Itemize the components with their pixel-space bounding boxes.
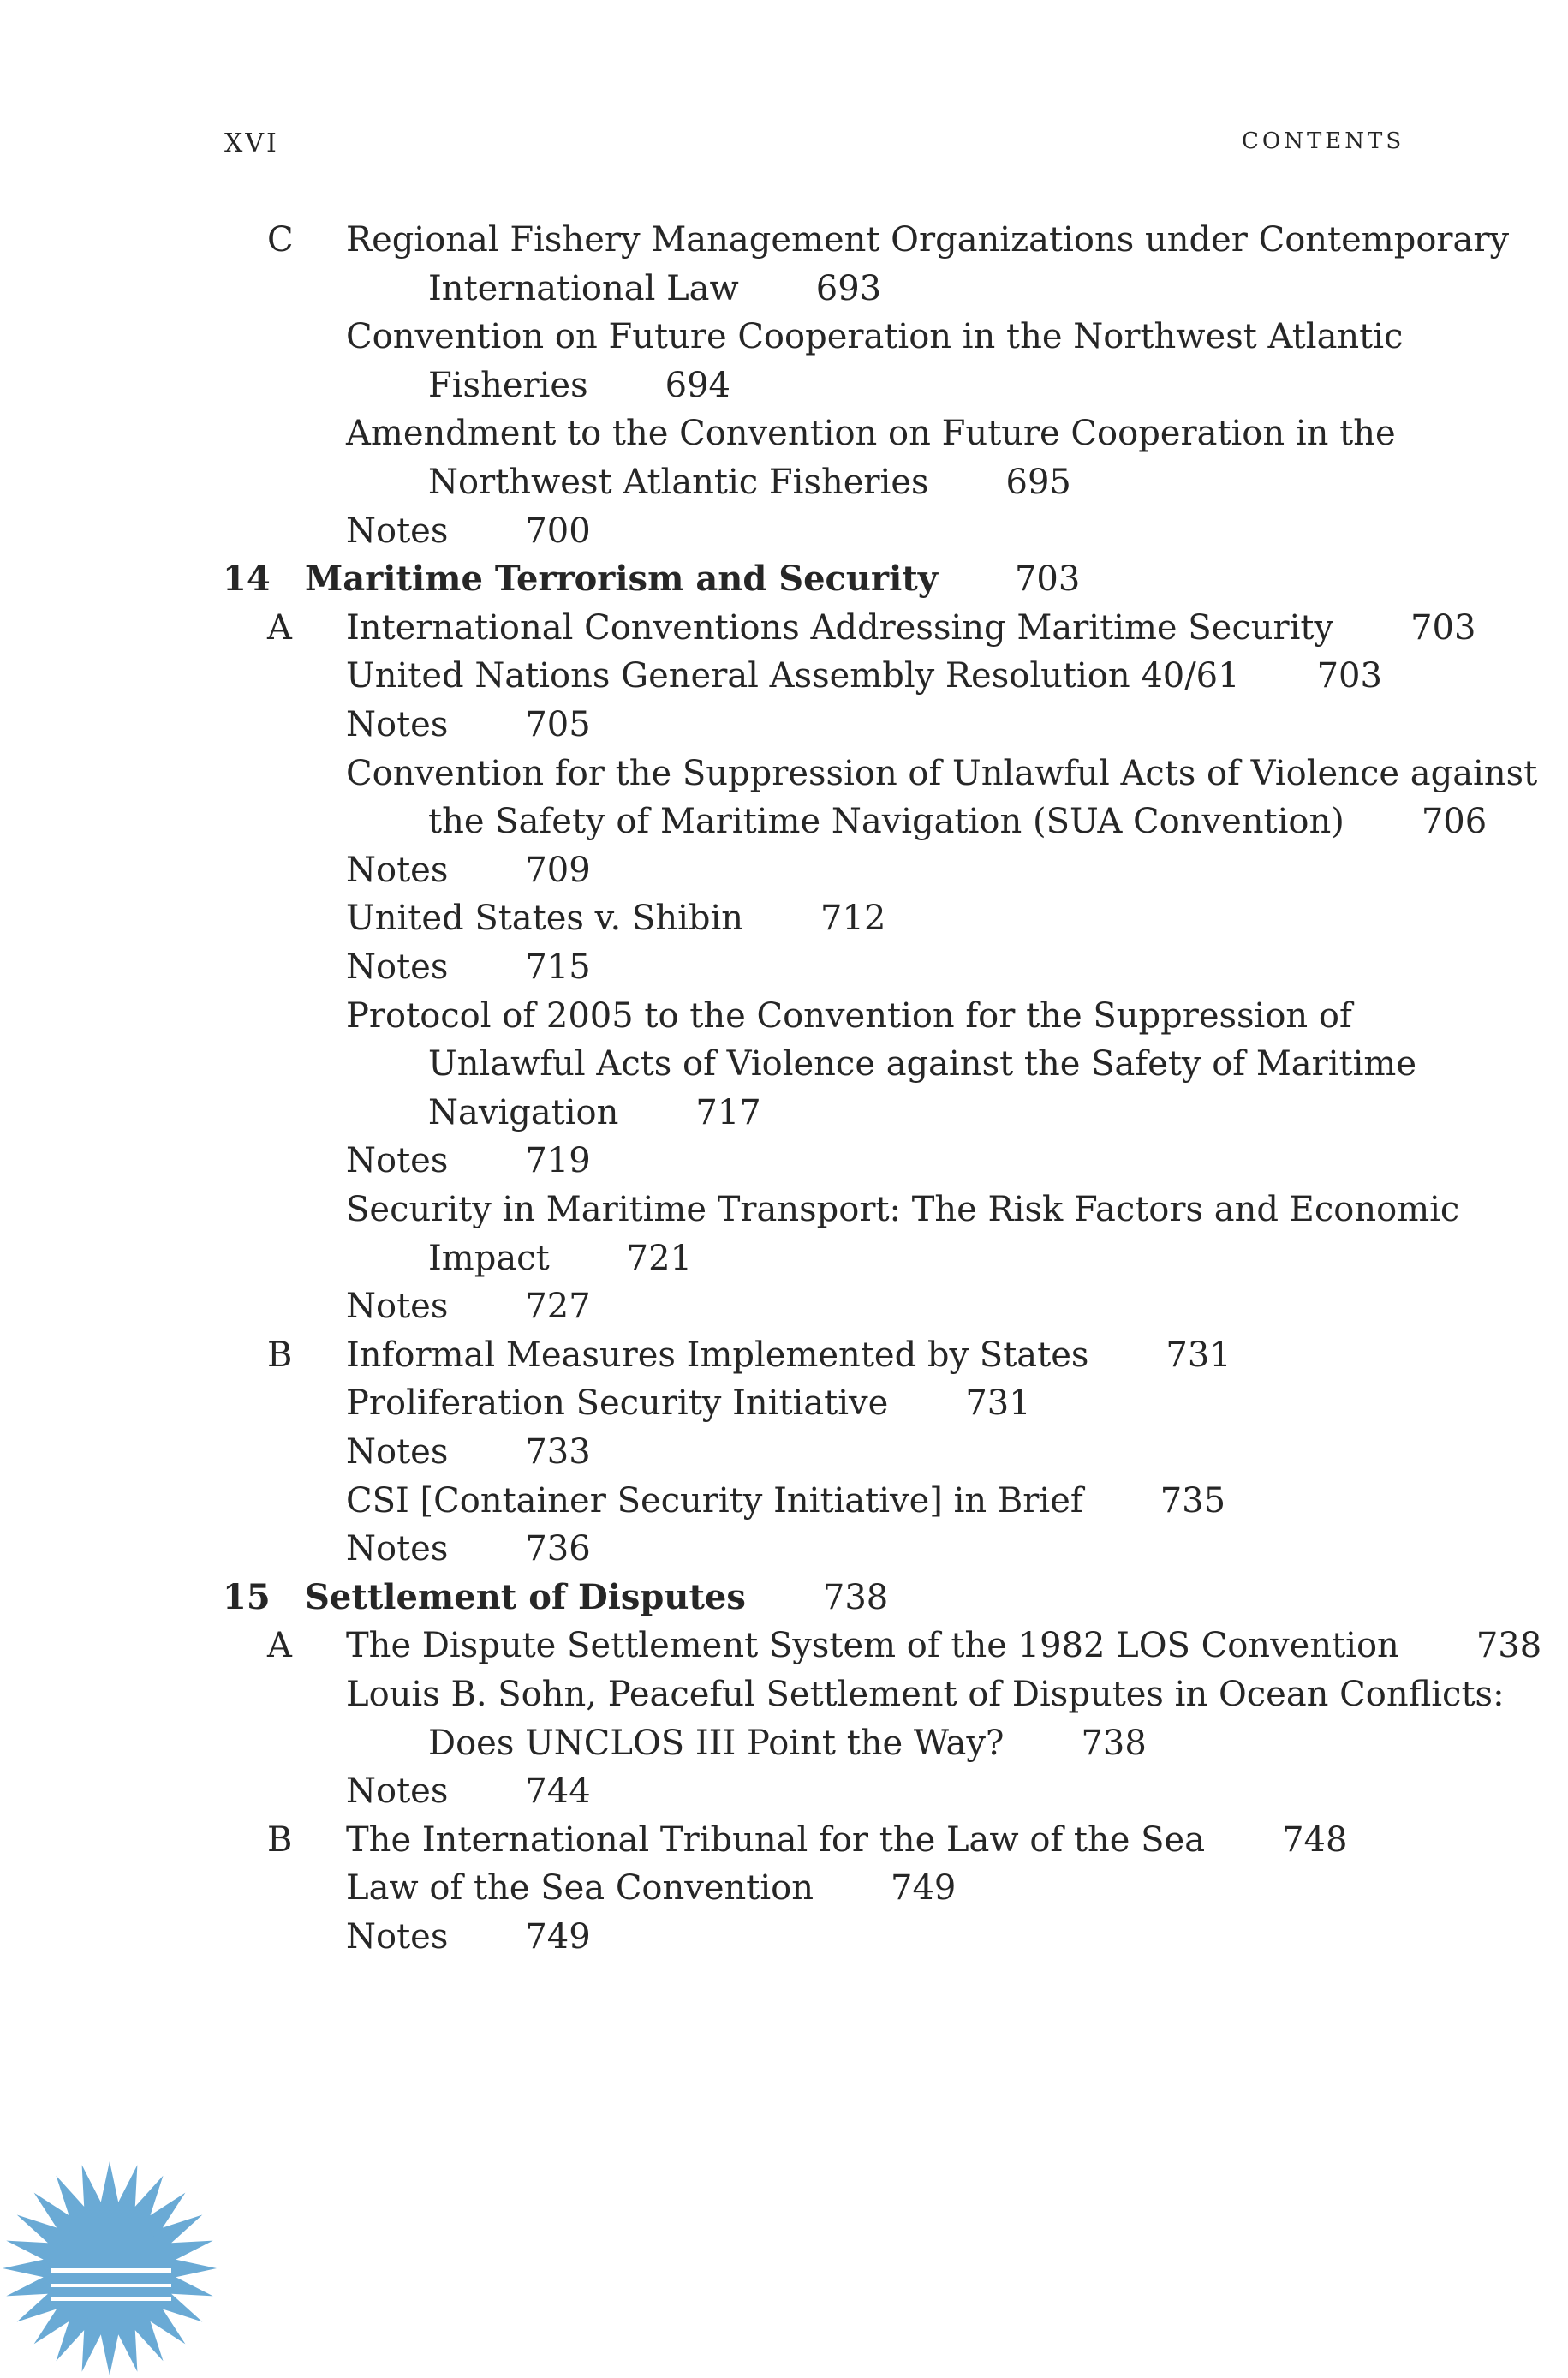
page-ref: 695	[1005, 463, 1071, 502]
entry-title: Law of the Sea Convention	[346, 1868, 814, 1909]
entry-title: Notes	[346, 511, 449, 551]
toc-entry-line	[346, 1137, 591, 1185]
page-ref: 694	[665, 365, 730, 405]
page-ref: 727	[525, 1287, 591, 1327]
section-label: C	[267, 220, 294, 260]
chapter-title: Settlement of Disputes	[305, 1576, 746, 1617]
toc-entry-line	[346, 507, 591, 555]
section-label: A	[267, 607, 292, 648]
page-ref: 735	[1160, 1480, 1226, 1521]
toc-entry-line	[428, 1234, 692, 1282]
entry-title: Regional Fishery Management Organizations under Contemporary	[346, 220, 1510, 260]
section-label: A	[267, 1626, 292, 1666]
page-ref: 738	[1081, 1723, 1147, 1763]
page-ref: 703	[1014, 559, 1081, 600]
page-ref: 744	[525, 1772, 591, 1812]
toc-entry-line	[346, 1282, 591, 1330]
page-ref: 700	[525, 511, 591, 551]
section-label: B	[267, 1819, 293, 1860]
toc-entry-line	[346, 992, 1352, 1040]
entry-title: Northwest Atlantic Fisheries	[428, 463, 929, 502]
entry-title: Navigation	[428, 1092, 619, 1132]
page-ref: 721	[626, 1238, 693, 1278]
entry-title: Convention on Future Cooperation in the Northwest Atlantic	[346, 317, 1404, 357]
chapter-title: Maritime Terrorism and Security	[305, 559, 938, 600]
toc-entry-line	[428, 265, 881, 313]
entry-title: Notes	[346, 1772, 449, 1812]
entry-title: CSI [Container Security Initiative] in Brief	[346, 1480, 1083, 1521]
entry-title: Impact	[428, 1238, 550, 1278]
entry-title: Notes	[346, 1917, 449, 1957]
toc-entry-line	[346, 943, 591, 991]
toc-entry-line	[346, 1622, 1541, 1670]
page-ref: 731	[1166, 1335, 1231, 1375]
toc-entry-line	[346, 1331, 1231, 1379]
page-ref: 712	[820, 899, 886, 939]
toc-entry-line	[346, 894, 885, 942]
toc-entry-line	[346, 750, 1537, 798]
page-ref: 748	[1282, 1819, 1348, 1860]
toc-entry-line	[346, 409, 1396, 457]
entry-title: Informal Measures Implemented by States	[346, 1335, 1089, 1375]
page-ref: 719	[525, 1141, 591, 1181]
entry-title: Notes	[346, 850, 449, 890]
entry-title: International Conventions Addressing Maritime Security	[346, 607, 1334, 648]
chapter-number: 15	[223, 1576, 271, 1617]
entry-title: Fisheries	[428, 365, 588, 405]
page-ref: 706	[1421, 802, 1488, 842]
page-ref: 709	[525, 850, 591, 890]
chapter-entry	[305, 555, 1080, 603]
page-ref: 715	[525, 947, 591, 987]
toc-entry-line	[428, 361, 730, 409]
entry-title: Unlawful Acts of Violence against the Safety of Maritime	[428, 1044, 1417, 1084]
sun-icon	[0, 2159, 231, 2378]
page-ref: 705	[525, 705, 591, 744]
page-ref: 733	[525, 1432, 591, 1472]
toc-entry-line	[346, 701, 591, 749]
toc-entry-line	[346, 1864, 956, 1912]
entry-title: Proliferation Security Initiative	[346, 1383, 889, 1424]
page-ref: 738	[1476, 1626, 1542, 1666]
toc-entry-line	[346, 1767, 591, 1815]
chapter-number: 14	[223, 559, 271, 600]
section-label: B	[267, 1335, 293, 1375]
page-ref: 731	[965, 1383, 1031, 1424]
toc-entry-line	[428, 458, 1071, 506]
toc-entry-line	[346, 1670, 1505, 1718]
entry-title: Does UNCLOS III Point the Way?	[428, 1723, 1005, 1763]
toc-entry-line	[346, 313, 1403, 361]
toc-entry-line	[428, 798, 1487, 845]
entry-title: International Law	[428, 268, 739, 308]
entry-title: Notes	[346, 1529, 449, 1569]
page-ref: 749	[891, 1868, 957, 1909]
toc-entry-line	[346, 1428, 591, 1476]
page-ref: 717	[695, 1092, 761, 1132]
toc-entry-line	[346, 1379, 1031, 1427]
entry-title: United Nations General Assembly Resolution 40/61	[346, 656, 1240, 696]
entry-title: the Safety of Maritime Navigation (SUA Convention)	[428, 802, 1344, 842]
toc-entry-line	[346, 846, 591, 894]
page-ref: 703	[1410, 607, 1476, 648]
entry-title: The International Tribunal for the Law of the Sea	[346, 1819, 1206, 1860]
entry-title: Notes	[346, 1432, 449, 1472]
entry-title: Notes	[346, 1141, 449, 1181]
toc-entry-line	[346, 216, 1509, 264]
entry-title: Amendment to the Convention on Future Cooperation in the	[346, 414, 1396, 454]
entry-title: Notes	[346, 705, 449, 744]
toc-entry-line	[346, 1816, 1347, 1864]
page-ref: 736	[525, 1529, 591, 1569]
toc-entry-line	[346, 1525, 591, 1573]
page-ref: 693	[815, 268, 882, 308]
page-number: XVI	[224, 128, 279, 158]
entry-title: Louis B. Sohn, Peaceful Settlement of Disputes in Ocean Conflicts:	[346, 1675, 1505, 1714]
entry-title: The Dispute Settlement System of the 1982 LOS Convention	[346, 1626, 1399, 1666]
running-header: CONTENTS	[1242, 128, 1405, 154]
toc-entry-line	[428, 1089, 761, 1137]
toc-entry-line	[346, 652, 1382, 700]
entry-title: Notes	[346, 1287, 449, 1327]
page-ref: 749	[525, 1917, 591, 1957]
chapter-entry	[305, 1574, 888, 1622]
entry-title: United States v. Shibin	[346, 899, 744, 939]
toc-entry-line	[346, 1913, 591, 1961]
toc-entry-line	[346, 604, 1476, 652]
entry-title: Security in Maritime Transport: The Risk Factors and Economic	[346, 1190, 1460, 1229]
toc-entry-line	[428, 1040, 1416, 1088]
page-ref: 738	[822, 1577, 889, 1617]
entry-title: Notes	[346, 947, 449, 987]
entry-title: Convention for the Suppression of Unlawful Acts of Violence against	[346, 753, 1538, 793]
entry-title: Protocol of 2005 to the Convention for the Suppression of	[346, 995, 1352, 1036]
toc-entry-line	[428, 1719, 1147, 1767]
toc-entry-line	[346, 1477, 1225, 1525]
page-ref: 703	[1316, 656, 1382, 696]
toc-entry-line	[346, 1186, 1459, 1234]
